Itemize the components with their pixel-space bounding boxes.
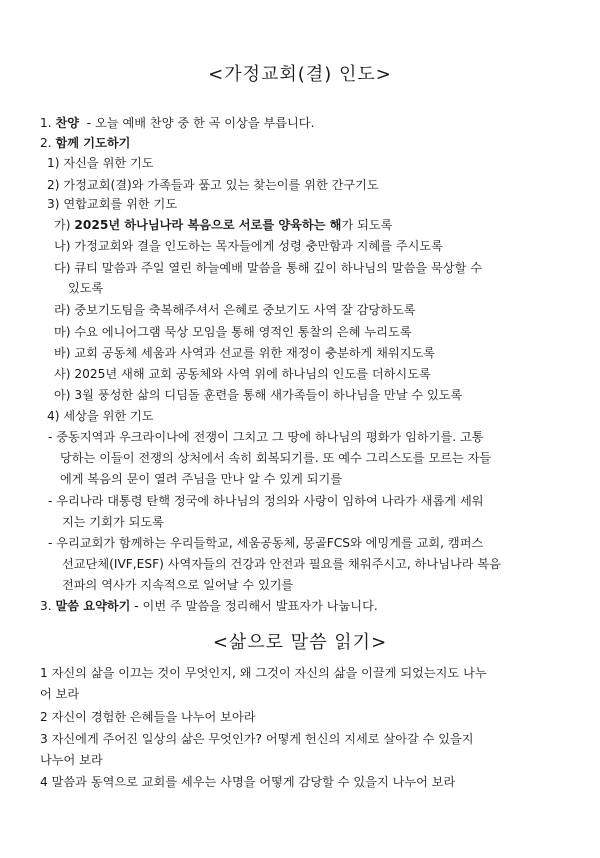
item-aa: 아) 3월 풍성한 삶의 디딤돌 훈련을 통해 새가족들이 하나님을 만날 수 있도록: [54, 388, 463, 402]
item-da-line2: 있도록: [68, 281, 104, 295]
question-1-line1: 1 자신의 삶을 이끄는 것이 무엇인지, 왜 그것이 자신의 삶을 이끌게 되었는지도 나누: [40, 666, 487, 680]
world-2-line2: 지는 기회가 되도록: [62, 515, 164, 529]
world-1-line3: 에게 복음의 문이 열려 주님을 만나 알 수 있게 되기를: [60, 472, 343, 486]
world-3-line2: 선교단체(IVF,ESF) 사역자들의 건강과 안전과 필요를 채워주시고, 하나님나라 복음: [62, 557, 501, 571]
section-1-text: - 오늘 예배 찬양 중 한 곡 이상을 부릅니다.: [79, 116, 315, 130]
section-2-num: 2.: [40, 136, 52, 150]
item-ra: 라) 중보기도팀을 축복해주셔서 은혜로 중보기도 사역 잘 감당하도록: [54, 303, 416, 317]
question-3-line2: 나누어 보라: [40, 753, 103, 767]
world-1-line1: - 중동지역과 우크라이나에 전쟁이 그치고 그 땅에 하나님의 평화가 임하기를. 고통: [48, 430, 484, 444]
prayer-2: 2) 가정교회(결)와 가족들과 품고 있는 찾는이를 위한 간구기도: [47, 178, 379, 192]
item-ga-rest: 가 되도록: [341, 218, 393, 232]
item-ga: [54, 217, 392, 234]
title-reading: <삶으로 말씀 읽기>: [212, 632, 388, 653]
section-3-num: 3.: [40, 599, 52, 613]
world-3-line3: 전파의 역사가 지속적으로 일어날 수 있기를: [62, 578, 294, 592]
section-3: [40, 598, 378, 615]
section-1-num: 1.: [40, 116, 52, 130]
item-sa: 사) 2025년 새해 교회 공동체와 사역 위에 하나님의 인도를 더하시도록: [54, 367, 431, 381]
item-ga-bold: 2025년 하나님나라 복음으로 서로를 양육하는 해: [74, 218, 342, 232]
prayer-3: 3) 연합교회를 위한 기도: [47, 197, 178, 211]
item-ga-prefix: 가): [54, 218, 75, 232]
title-guide: <가정교회(결) 인도>: [208, 64, 392, 85]
world-3-line1: - 우리교회가 함께하는 우리들학교, 세움공동체, 몽골FCS와 에밍게를 교회, 캠퍼스: [48, 536, 484, 550]
question-1-line2: 어 보라: [40, 687, 80, 701]
section-2: [40, 135, 130, 152]
prayer-1: 1) 자신을 위한 기도: [47, 156, 154, 170]
section-3-text: - 이번 주 말씀을 정리해서 발표자가 나눕니다.: [130, 599, 378, 613]
section-3-label: 말씀 요약하기: [55, 599, 131, 613]
section-1: [40, 115, 314, 132]
world-2-line1: - 우리나라 대통령 탄핵 정국에 하나님의 정의와 사랑이 임하여 나라가 새롭게 세워: [48, 494, 484, 508]
section-2-label: 함께 기도하기: [55, 136, 131, 150]
question-3-line1: 3 자신에게 주어진 일상의 삶은 무엇인가? 어떻게 헌신의 지세로 살아갈 수 있을지: [40, 732, 474, 746]
question-4: 4 말씀과 동역으로 교회를 세우는 사명을 어떻게 감당할 수 있을지 나누어 보라: [40, 775, 456, 789]
prayer-4: 4) 세상을 위한 기도: [47, 409, 154, 423]
item-ba: 바) 교회 공동체 세움과 사역과 선교를 위한 재정이 충분하게 채워지도록: [54, 346, 436, 360]
item-na: 나) 가정교회와 결을 인도하는 목자들에게 성령 충만함과 지혜를 주시도록: [54, 239, 443, 253]
item-ma: 마) 수요 에니어그램 묵상 모임을 통해 영적인 통찰의 은혜 누리도록: [54, 325, 412, 339]
world-1-line2: 당하는 이들이 전쟁의 상처에서 속히 회복되기를. 또 예수 그리스도를 모르는 자들: [60, 451, 492, 465]
item-da-line1: 다) 큐티 말씀과 주일 열린 하늘예배 말씀을 통해 깊이 하나님의 말씀을 묵상할 수: [54, 261, 482, 275]
question-2: 2 자신이 경험한 은혜들을 나누어 보아라: [40, 710, 256, 724]
section-1-label: 찬양: [55, 116, 80, 130]
